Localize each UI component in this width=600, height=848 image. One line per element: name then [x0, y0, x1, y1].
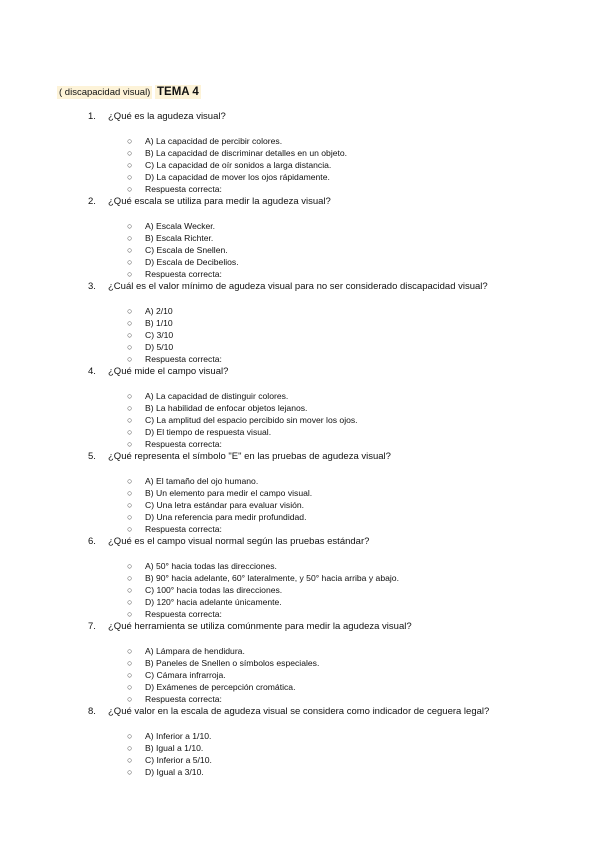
answer-option — [0, 584, 600, 596]
answer-option — [0, 766, 600, 778]
correct-answer-line-text: Respuesta correcta: — [145, 269, 222, 279]
circle-bullet-icon: ○ — [127, 585, 133, 595]
answer-option — [0, 159, 600, 171]
answer-option-text: A) La capacidad de percibir colores. — [145, 136, 283, 146]
answer-option-text: B) Un elemento para medir el campo visual. — [145, 488, 313, 498]
answer-option-text: C) Escala de Snellen. — [145, 245, 228, 255]
circle-bullet-icon: ○ — [127, 573, 133, 583]
option-list — [0, 390, 600, 450]
circle-bullet-icon: ○ — [127, 257, 133, 267]
answer-option — [0, 560, 600, 572]
question-text: ¿Qué escala se utiliza para medir la agudeza visual? — [108, 196, 331, 207]
circle-bullet-icon: ○ — [127, 184, 133, 194]
answer-option — [0, 232, 600, 244]
circle-bullet-icon: ○ — [127, 318, 133, 328]
answer-option — [0, 171, 600, 183]
circle-bullet-icon: ○ — [127, 561, 133, 571]
option-list — [0, 730, 600, 778]
circle-bullet-icon: ○ — [127, 391, 133, 401]
answer-option — [0, 329, 600, 341]
answer-option-text: B) La capacidad de discriminar detalles en un objeto. — [145, 148, 348, 158]
question-list — [0, 110, 600, 778]
question-item — [0, 365, 600, 450]
answer-option-text: B) La habilidad de enfocar objetos lejanos. — [145, 403, 308, 413]
circle-bullet-icon: ○ — [127, 670, 133, 680]
circle-bullet-icon: ○ — [127, 354, 133, 364]
circle-bullet-icon: ○ — [127, 160, 133, 170]
header-title: TEMA 4 — [157, 86, 199, 98]
answer-option — [0, 730, 600, 742]
circle-bullet-icon: ○ — [127, 172, 133, 182]
answer-option-text: A) El tamaño del ojo humano. — [145, 476, 259, 486]
correct-answer-line-text: Respuesta correcta: — [145, 439, 222, 449]
answer-option — [0, 596, 600, 608]
option-list — [0, 305, 600, 365]
answer-option — [0, 317, 600, 329]
answer-option — [0, 681, 600, 693]
question-number: 1. — [88, 111, 96, 122]
answer-option-text: C) Inferior a 5/10. — [145, 755, 212, 765]
answer-option-text: C) 3/10 — [145, 330, 174, 340]
answer-option — [0, 572, 600, 584]
answer-option-text: A) Inferior a 1/10. — [145, 731, 212, 741]
circle-bullet-icon: ○ — [127, 427, 133, 437]
question-item — [0, 705, 600, 778]
answer-option — [0, 499, 600, 511]
question-text: ¿Cuál es el valor mínimo de agudeza visual para no ser considerado discapacidad visual? — [108, 281, 488, 292]
circle-bullet-icon: ○ — [127, 306, 133, 316]
circle-bullet-icon: ○ — [127, 269, 133, 279]
option-list — [0, 135, 600, 195]
answer-option — [0, 511, 600, 523]
circle-bullet-icon: ○ — [127, 731, 133, 741]
answer-option-text: C) 100° hacia todas las direcciones. — [145, 585, 283, 595]
option-list — [0, 645, 600, 705]
answer-option-text: B) Escala Richter. — [145, 233, 214, 243]
question-item — [0, 620, 600, 705]
answer-option — [0, 220, 600, 232]
circle-bullet-icon: ○ — [127, 233, 133, 243]
question-item — [0, 280, 600, 365]
circle-bullet-icon: ○ — [127, 148, 133, 158]
answer-option-text: D) Igual a 3/10. — [145, 767, 204, 777]
question-text: ¿Qué representa el símbolo "E" en las pruebas de agudeza visual? — [108, 451, 391, 462]
circle-bullet-icon: ○ — [127, 609, 133, 619]
correct-answer-line — [0, 353, 600, 365]
answer-option-text: A) 50° hacia todas las direcciones. — [145, 561, 277, 571]
answer-option — [0, 135, 600, 147]
correct-answer-line-text: Respuesta correcta: — [145, 609, 222, 619]
answer-option — [0, 402, 600, 414]
question-number: 6. — [88, 536, 96, 547]
question-item — [0, 450, 600, 535]
answer-option — [0, 426, 600, 438]
question-line — [0, 280, 600, 293]
answer-option-text: C) La amplitud del espacio percibido sin mover los ojos. — [145, 415, 358, 425]
answer-option — [0, 147, 600, 159]
circle-bullet-icon: ○ — [127, 512, 133, 522]
circle-bullet-icon: ○ — [127, 500, 133, 510]
circle-bullet-icon: ○ — [127, 476, 133, 486]
answer-option-text: A) Escala Wecker. — [145, 221, 216, 231]
answer-option — [0, 390, 600, 402]
question-line — [0, 110, 600, 123]
circle-bullet-icon: ○ — [127, 524, 133, 534]
answer-option-text: C) Una letra estándar para evaluar visión. — [145, 500, 305, 510]
answer-option — [0, 669, 600, 681]
circle-bullet-icon: ○ — [127, 245, 133, 255]
question-number: 8. — [88, 706, 96, 717]
answer-option — [0, 341, 600, 353]
question-item — [0, 110, 600, 195]
question-line — [0, 620, 600, 633]
option-list — [0, 220, 600, 280]
question-number: 7. — [88, 621, 96, 632]
question-text: ¿Qué mide el campo visual? — [108, 366, 229, 377]
correct-answer-line-text: Respuesta correcta: — [145, 524, 222, 534]
answer-option — [0, 305, 600, 317]
question-text: ¿Qué es la agudeza visual? — [108, 111, 226, 122]
answer-option-text: C) Cámara infrarroja. — [145, 670, 226, 680]
question-number: 4. — [88, 366, 96, 377]
answer-option-text: B) 1/10 — [145, 318, 173, 328]
answer-option — [0, 414, 600, 426]
answer-option — [0, 256, 600, 268]
answer-option-text: A) 2/10 — [145, 306, 173, 316]
answer-option — [0, 244, 600, 256]
question-item — [0, 195, 600, 280]
answer-option-text: B) Igual a 1/10. — [145, 743, 204, 753]
option-list — [0, 475, 600, 535]
answer-option-text: B) 90° hacia adelante, 60° lateralmente, y 50° hacia arriba y abajo. — [145, 573, 399, 583]
question-number: 5. — [88, 451, 96, 462]
answer-option-text: D) La capacidad de mover los ojos rápidamente. — [145, 172, 330, 182]
circle-bullet-icon: ○ — [127, 658, 133, 668]
correct-answer-line — [0, 438, 600, 450]
answer-option — [0, 742, 600, 754]
correct-answer-line-text: Respuesta correcta: — [145, 354, 222, 364]
circle-bullet-icon: ○ — [127, 682, 133, 692]
question-line — [0, 535, 600, 548]
answer-option — [0, 475, 600, 487]
circle-bullet-icon: ○ — [127, 439, 133, 449]
circle-bullet-icon: ○ — [127, 743, 133, 753]
circle-bullet-icon: ○ — [127, 342, 133, 352]
correct-answer-line — [0, 693, 600, 705]
correct-answer-line-text: Respuesta correcta: — [145, 184, 222, 194]
circle-bullet-icon: ○ — [127, 136, 133, 146]
circle-bullet-icon: ○ — [127, 646, 133, 656]
answer-option — [0, 657, 600, 669]
question-text: ¿Qué valor en la escala de agudeza visual se considera como indicador de ceguera legal? — [108, 706, 490, 717]
answer-option-text: B) Paneles de Snellen o símbolos especiales. — [145, 658, 320, 668]
question-number: 2. — [88, 196, 96, 207]
answer-option-text: D) Exámenes de percepción cromática. — [145, 682, 296, 692]
circle-bullet-icon: ○ — [127, 330, 133, 340]
document-header — [57, 86, 201, 99]
question-text: ¿Qué herramienta se utiliza comúnmente para medir la agudeza visual? — [108, 621, 412, 632]
answer-option — [0, 645, 600, 657]
answer-option — [0, 487, 600, 499]
circle-bullet-icon: ○ — [127, 221, 133, 231]
correct-answer-line — [0, 523, 600, 535]
question-line — [0, 365, 600, 378]
answer-option-text: D) 120° hacia adelante únicamente. — [145, 597, 282, 607]
circle-bullet-icon: ○ — [127, 415, 133, 425]
question-line — [0, 450, 600, 463]
answer-option-text: A) La capacidad de distinguir colores. — [145, 391, 289, 401]
question-number: 3. — [88, 281, 96, 292]
answer-option-text: D) 5/10 — [145, 342, 174, 352]
answer-option-text: D) Escala de Decibelios. — [145, 257, 239, 267]
correct-answer-line — [0, 183, 600, 195]
question-line — [0, 705, 600, 718]
header-subtitle: ( discapacidad visual) — [59, 87, 151, 98]
question-item — [0, 535, 600, 620]
correct-answer-line — [0, 268, 600, 280]
circle-bullet-icon: ○ — [127, 694, 133, 704]
question-text: ¿Qué es el campo visual normal según las pruebas estándar? — [108, 536, 370, 547]
circle-bullet-icon: ○ — [127, 755, 133, 765]
answer-option-text: C) La capacidad de oír sonidos a larga distancia. — [145, 160, 332, 170]
option-list — [0, 560, 600, 620]
answer-option-text: D) El tiempo de respuesta visual. — [145, 427, 272, 437]
correct-answer-line-text: Respuesta correcta: — [145, 694, 222, 704]
circle-bullet-icon: ○ — [127, 488, 133, 498]
answer-option-text: D) Una referencia para medir profundidad. — [145, 512, 307, 522]
question-line — [0, 195, 600, 208]
correct-answer-line — [0, 608, 600, 620]
circle-bullet-icon: ○ — [127, 767, 133, 777]
circle-bullet-icon: ○ — [127, 597, 133, 607]
answer-option-text: A) Lámpara de hendidura. — [145, 646, 245, 656]
answer-option — [0, 754, 600, 766]
circle-bullet-icon: ○ — [127, 403, 133, 413]
